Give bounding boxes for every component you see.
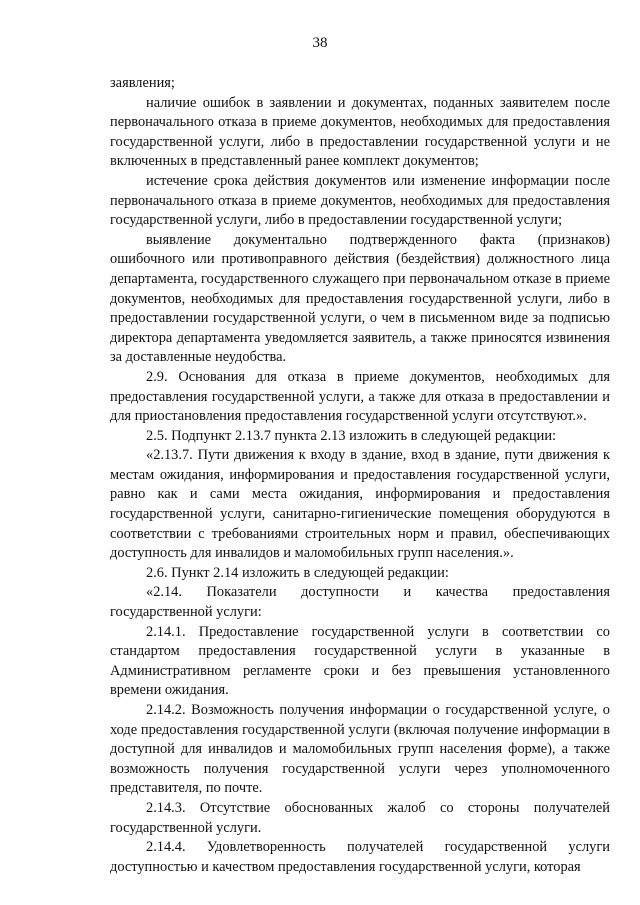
paragraph-13: 2.14.4. Удовлетворенность получателей государственной услуги доступностью и качеством предоставления государственной услуги, которая [110, 839, 610, 875]
page-number: 38 [312, 35, 328, 51]
paragraph-12: 2.14.3. Отсутствие обоснованных жалоб со стороны получателей государственной услуги. [110, 799, 610, 836]
paragraph-1: заявления; [110, 75, 175, 91]
paragraph-11: 2.14.2. Возможность получения информации о государственной услуге, о ходе предоставления государственной услуги (включая получение информации в доступной для инвалидов и маломобильных групп населения форме), а также возможность получения государственной услуги через уполномоченного представителя, по почте. [110, 702, 610, 797]
paragraph-2: наличие ошибок в заявлении и документах, поданных заявителем после первоначального отказа в приеме документов, необходимых для предоставления государственной услуги, либо в предоставлении государственной услуги и не включенных в представленный ранее комплект документов; [110, 94, 610, 170]
paragraph-6: 2.5. Подпункт 2.13.7 пункта 2.13 изложить в следующей редакции: [146, 427, 557, 444]
paragraph-7: «2.13.7. Пути движения к входу в здание, вход в здание, пути движения к местам ожидания, информирования и предоставления государственной услуги, равно как и сами места ожидания, информирования и предоставления государственной услуги, санитарно-гигиенические помещения оборудуются в соответствии с требованиями строительных норм и правил, обеспечивающих доступность для инвалидов и маломобильных групп населения.». [110, 447, 610, 562]
document-body [110, 74, 610, 877]
paragraph-9: «2.14. Показатели доступности и качества предоставления государственной услуги: [110, 584, 610, 621]
paragraph-8: 2.6. Пункт 2.14 изложить в следующей редакции: [146, 564, 449, 581]
paragraph-5: 2.9. Основания для отказа в приеме документов, необходимых для предоставления государственной услуги, а также для отказа в предоставлении и для приостановления предоставления государственной услуги отсутствуют.». [110, 368, 610, 425]
paragraph-4: выявление документально подтвержденного факта (признаков) ошибочного или противоправного действия (бездействия) должностного лица департамента, государственного служащего при первоначальном отказе в приеме документов, необходимых для предоставления государственной услуги, либо в предоставлении государственной услуги, о чем в письменном виде за подписью директора департамента уведомляется заявитель, а также приносятся извинения за доставленные неудобства. [110, 231, 610, 366]
paragraph-10: 2.14.1. Предоставление государственной услуги в соответствии со стандартом предоставления государственной услуги в указанные в Административном регламенте сроки и без превышения установленного времени ожидания. [110, 623, 610, 699]
paragraph-3: истечение срока действия документов или изменение информации после первоначального отказа в приеме документов, необходимых для предоставления государственной услуги, либо в предоставлении государственной услуги; [110, 172, 610, 229]
